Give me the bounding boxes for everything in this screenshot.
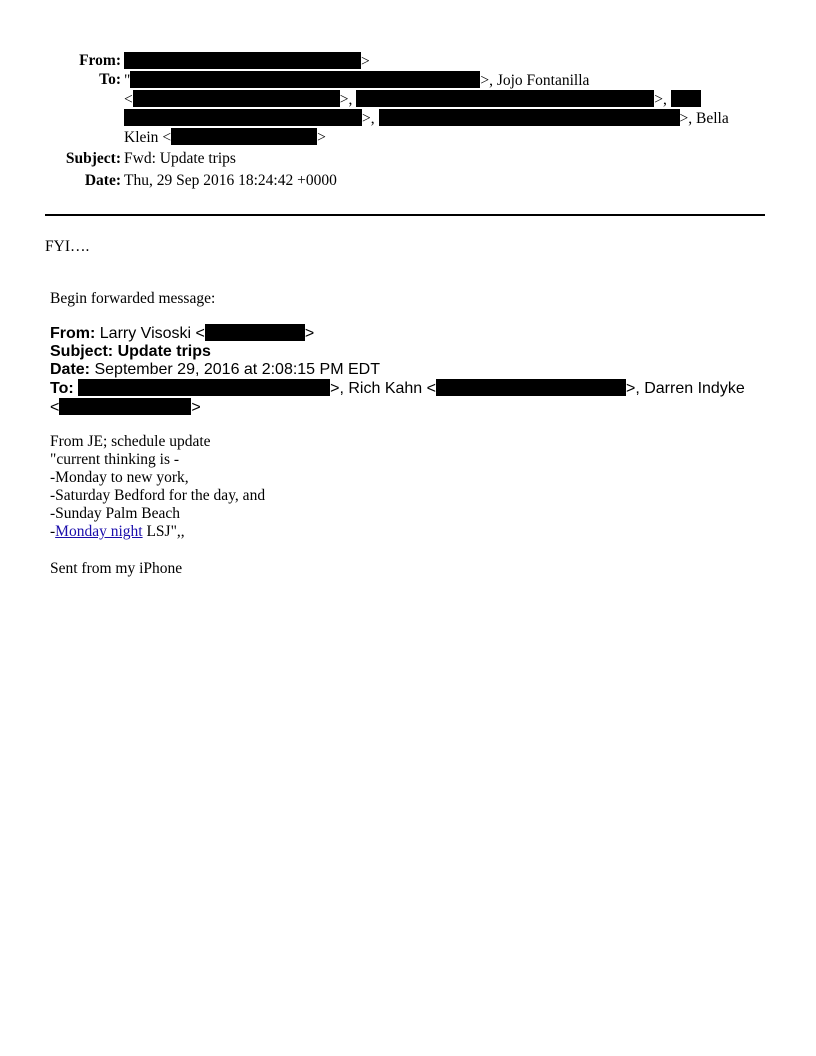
fwd-to-row-cont: < >: [50, 399, 201, 416]
redaction: [205, 324, 305, 341]
recipient-jojo: Jojo Fontanilla: [496, 72, 590, 89]
fwd-to-label: To:: [50, 380, 74, 397]
redaction: [171, 128, 317, 145]
fwd-to-rich: >, Rich Kahn <: [330, 380, 436, 397]
header-divider: [45, 214, 765, 216]
email-header: [45, 52, 765, 190]
fwd-to-row: [50, 379, 770, 398]
fwd-subject-row: [50, 343, 770, 361]
body-line: [50, 523, 265, 541]
redaction: [379, 109, 680, 126]
forward-intro: Begin forwarded message:: [50, 290, 216, 307]
forwarded-header: [50, 324, 770, 417]
subject-value: Fwd: Update trips: [124, 150, 236, 167]
monday-night-link[interactable]: Monday night: [55, 523, 143, 540]
signature: Sent from my iPhone: [50, 560, 183, 577]
date-row: [45, 172, 765, 190]
body-line: -Monday to new york,: [50, 469, 189, 486]
body-line: -Saturday Bedford for the day, and: [50, 487, 266, 504]
redaction: [59, 398, 191, 415]
fwd-to-darren: >, Darren Indyke: [625, 380, 745, 397]
intro-text: FYI….: [45, 238, 90, 255]
fwd-date-row: [50, 361, 770, 379]
fwd-from-label: From:: [50, 325, 96, 342]
date-label: Date:: [84, 172, 121, 189]
to-label: To:: [99, 71, 121, 88]
fwd-from-name: Larry Visoski <: [99, 325, 205, 342]
from-row: [45, 52, 765, 71]
redaction: [130, 71, 480, 88]
redaction: [124, 109, 362, 126]
body-line: "current thinking is -: [50, 451, 180, 468]
redaction: [133, 90, 340, 107]
message-body: [50, 433, 265, 541]
subject-label: Subject:: [65, 150, 121, 167]
to-row: [45, 71, 765, 147]
redaction: [671, 90, 701, 107]
subject-row: [45, 150, 765, 168]
from-label: From:: [79, 52, 121, 69]
body-line-suffix: LSJ",,: [142, 523, 185, 540]
to-value: " >, Jojo Fontanilla < >, >, >, >, Bella Klein < >: [124, 72, 729, 146]
fwd-from-row: From: Larry Visoski < >: [50, 325, 315, 342]
dash: -: [50, 523, 56, 540]
fwd-date-value: September 29, 2016 at 2:08:15 PM EDT: [94, 361, 380, 378]
recipient-bella-last: Klein: [124, 129, 159, 146]
fwd-subject-label: Subject:: [50, 343, 114, 360]
date-value: Thu, 29 Sep 2016 18:24:42 +0000: [124, 172, 337, 189]
recipient-bella-first: Bella: [696, 110, 729, 127]
from-value: >: [124, 52, 765, 71]
fwd-date-label: Date:: [50, 361, 91, 378]
redaction: [124, 52, 361, 69]
body-line: -Sunday Palm Beach: [50, 505, 181, 522]
fwd-subject-value: Update trips: [117, 343, 211, 360]
redaction: [436, 379, 626, 396]
redaction: [78, 379, 330, 396]
body-line: From JE; schedule update: [50, 433, 211, 450]
redaction: [356, 90, 654, 107]
